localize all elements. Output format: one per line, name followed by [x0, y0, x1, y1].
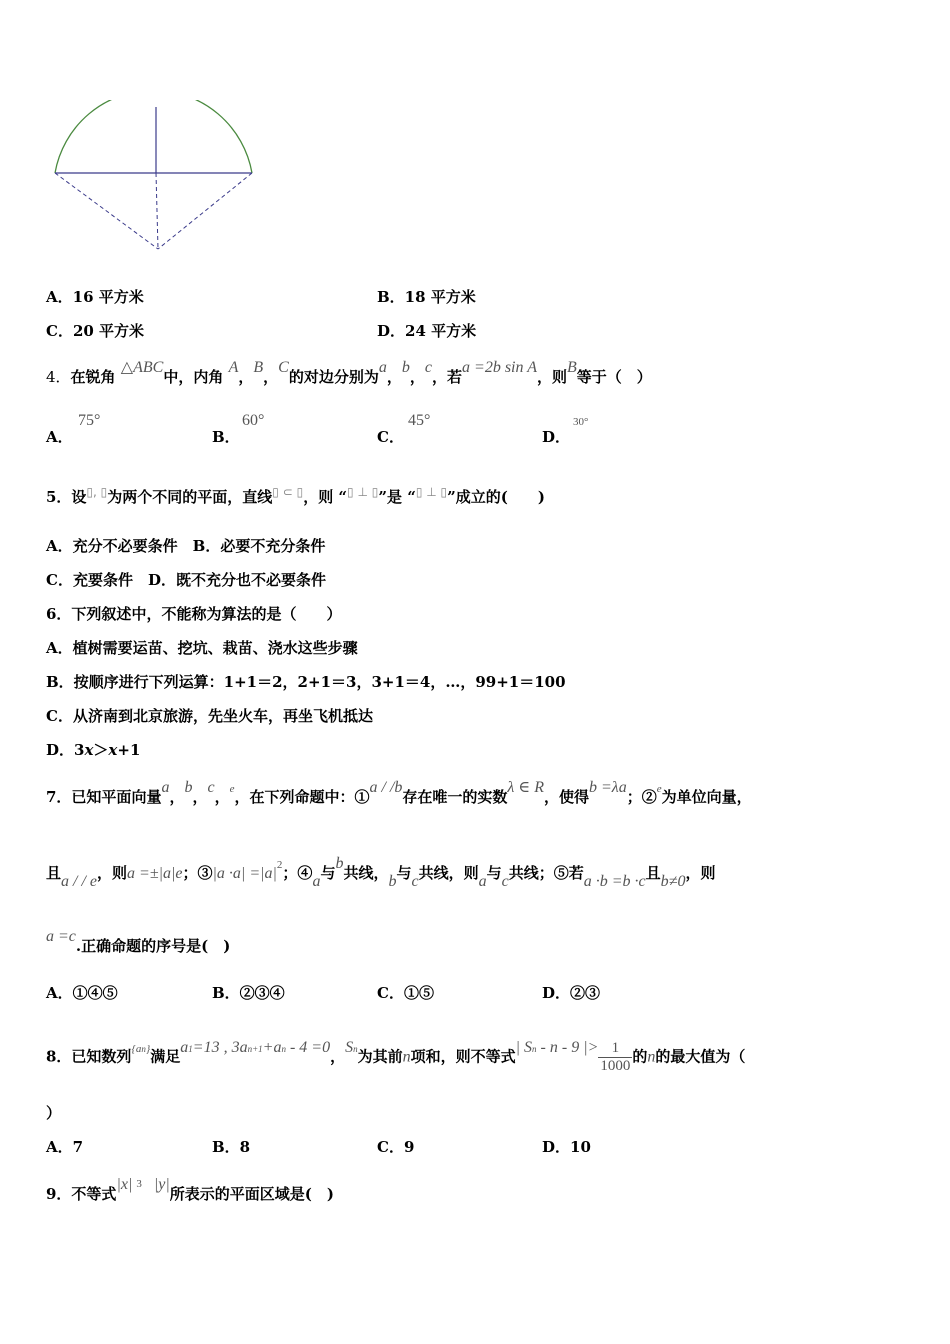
- q4-option-a[interactable]: A．: [46, 428, 73, 446]
- q4-option-c[interactable]: C．: [377, 428, 404, 446]
- q5-options-cd[interactable]: C．充要条件 D．既不充分也不必要条件: [46, 571, 326, 589]
- dashed-vertical: [156, 173, 158, 249]
- dashed-left: [55, 173, 158, 249]
- q7-option-d[interactable]: D．②③: [542, 984, 601, 1002]
- q3-option-d[interactable]: D．24 平方米: [377, 322, 477, 340]
- q3-option-a[interactable]: A．16 平方米: [46, 288, 144, 306]
- q7-option-c[interactable]: C．①⑤: [377, 984, 434, 1002]
- q3-option-b[interactable]: B．18 平方米: [377, 288, 476, 306]
- q6-option-a[interactable]: A．植树需要运苗、挖坑、栽苗、浇水这些步骤: [46, 639, 358, 657]
- q8-stem-close: ）: [46, 1104, 62, 1122]
- q6-option-b[interactable]: B．按顺序进行下列运算：1+1＝2，2+1＝3，3+1＝4，…，99+1＝100: [46, 673, 566, 691]
- arc: [55, 100, 252, 173]
- q4-value-b: 60°: [242, 412, 265, 429]
- fraction: $\frac{1}{1000}$: [600, 1040, 631, 1074]
- q4-value-c: 45°: [408, 412, 431, 429]
- q5-options-ab[interactable]: A．充分不必要条件 B．必要不充分条件: [46, 537, 326, 555]
- q6-stem: 6．下列叙述中，不能称为算法的是（ ）: [46, 605, 342, 623]
- q7-stem-line3: a =c.正确命题的序号是( ): [46, 928, 231, 955]
- q8-stem: 8．已知数列$^{\{an\}}$满足$a^1=13$ , $3a^{n+1}+a^n - 4 =0$，$S^n$为其前n项和，则不等式| $S^n$ - n - 9 |> $\frac{1}{1000}$ 的n的最大值为（: [46, 1038, 746, 1074]
- q3-option-c[interactable]: C．20 平方米: [46, 322, 145, 340]
- q8-option-c[interactable]: C．9: [377, 1138, 415, 1156]
- q4-value-a: 75°: [78, 412, 101, 429]
- q6-option-c[interactable]: C．从济南到北京旅游，先坐火车，再坐飞机抵达: [46, 707, 373, 725]
- q9-stem: 9．不等式|x| $^3$ |y|所表示的平面区域是( ): [46, 1176, 334, 1203]
- q7-option-b[interactable]: B．②③④: [212, 984, 285, 1002]
- geometry-figure: [50, 100, 260, 255]
- q5-stem: 5．设▯, ▯为两个不同的平面，直线▯ ⊂ ▯，则 “▯ ⊥ ▯”是 “▯ ⊥ ▯”成立的( ): [46, 485, 545, 506]
- q8-option-d[interactable]: D．10: [542, 1138, 591, 1156]
- q7-option-a[interactable]: A．①④⑤: [46, 984, 118, 1002]
- dashed-right: [158, 173, 252, 249]
- q8-option-a[interactable]: A．7: [46, 1138, 84, 1156]
- q4-option-d[interactable]: D．: [542, 428, 571, 446]
- q4-option-b[interactable]: B．: [212, 428, 240, 446]
- q6-option-d[interactable]: D．3x＞x+1: [46, 741, 141, 759]
- q4-stem: 4．在锐角 △ABC中，内角 A，B，C的对边分别为a，b，c，若a =2b sin A，则B等于（ ）: [46, 359, 652, 386]
- q7-stem-line2: 且a / / e，则a =±|a|e；③|a $\cdot a| =|a|^2$；④a与b共线，b与c共线，则a与c共线；⑤若a ·b =b ·c且b≠0，则: [46, 855, 716, 890]
- q7-stem-line1: 7．已知平面向量a，b，c，$^e$，在下列命题中：①a / /b存在唯一的实数λ ∈ R，使得b =λa；②$^e$为单位向量，: [46, 779, 752, 806]
- q4-value-d: 30°: [573, 416, 589, 428]
- q8-option-b[interactable]: B．8: [212, 1138, 251, 1156]
